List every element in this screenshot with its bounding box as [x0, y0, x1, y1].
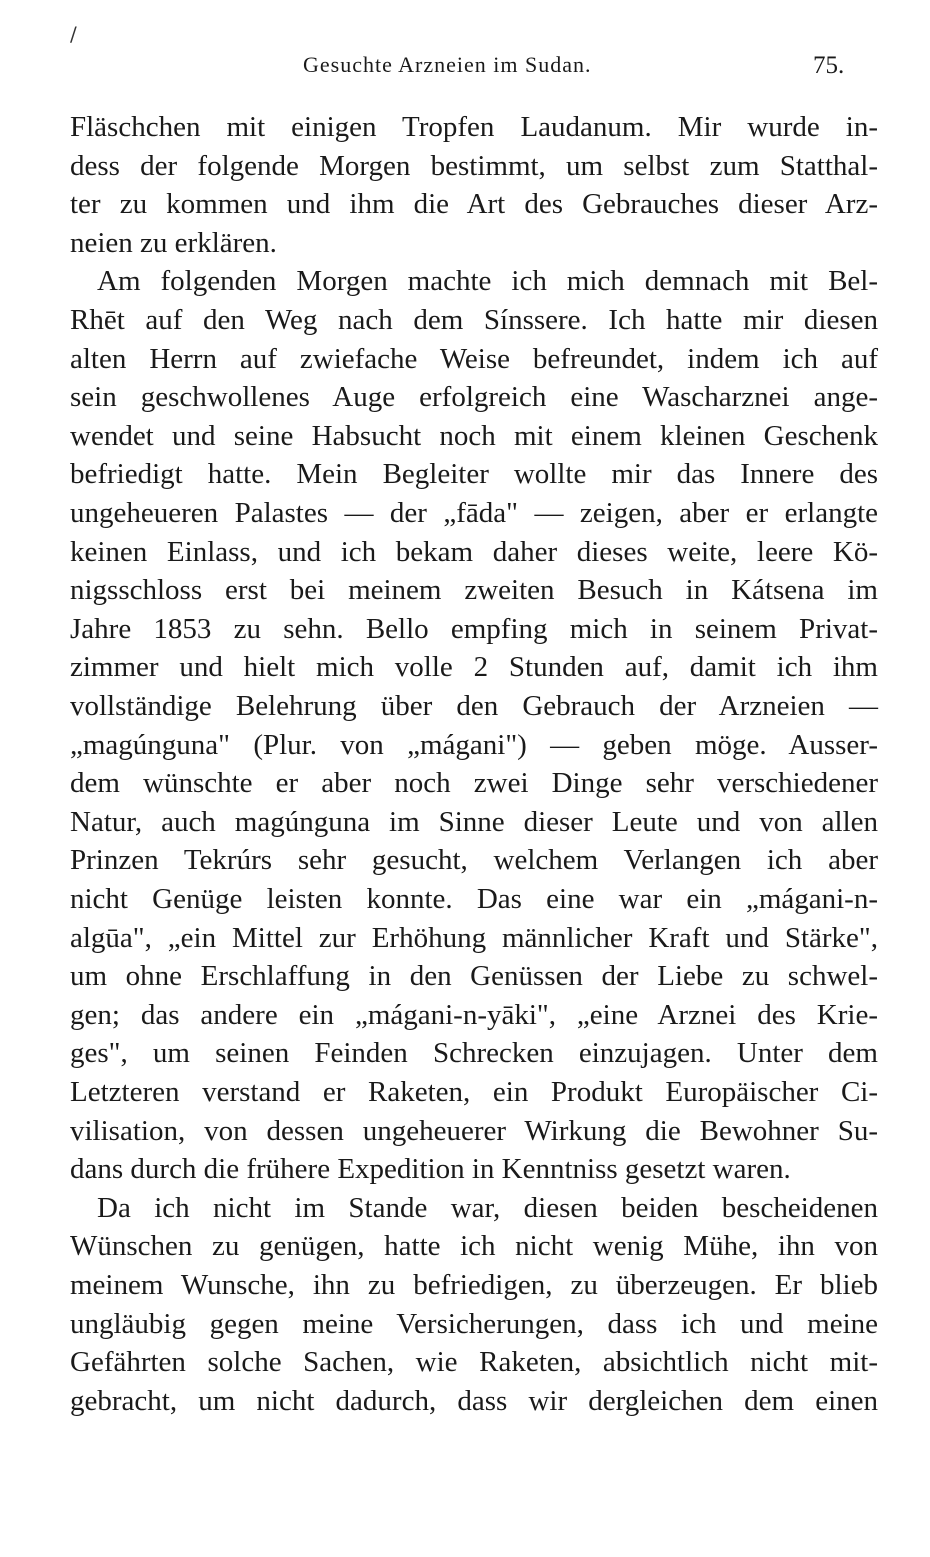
- text-line: algūa", „ein Mittel zur Erhöhung männlicher Kraft und Stärke",: [70, 921, 878, 954]
- text-line: alten Herrn auf zwiefache Weise befreundet, indem ich auf: [70, 342, 878, 375]
- corner-mark: /: [70, 22, 77, 46]
- text-line: ungeheueren Palastes — der „fāda" — zeigen, aber er erlangte: [70, 497, 878, 529]
- text-line: zimmer und hielt mich volle 2 Stunden auf, damit ich ihm: [70, 651, 878, 684]
- text-line: Gefährten solche Sachen, wie Raketen, absichtlich nicht mit-: [70, 1346, 878, 1379]
- text-line: meinem Wunsche, ihn zu befriedigen, zu überzeugen. Er blieb: [70, 1269, 878, 1301]
- page-number: 75.: [813, 52, 845, 79]
- text-line: vollständige Belehrung über den Gebrauch der Arzneien —: [70, 690, 878, 722]
- text-line: dem wünschte er aber noch zwei Dinge sehr verschiedener: [70, 767, 878, 800]
- text-line: Letzteren verstand er Raketen, ein Produkt Europäischer Ci-: [70, 1076, 878, 1108]
- text-line: Natur, auch magúnguna im Sinne dieser Leute und von allen: [70, 805, 878, 838]
- text-line: gen; das andere ein „mágani-n-yāki", „eine Arznei des Krie-: [70, 998, 878, 1031]
- text-line: neien zu erklären.: [70, 226, 277, 259]
- text-line: befriedigt hatte. Mein Begleiter wollte mir das Innere des: [70, 458, 878, 491]
- text-line: gebracht, um nicht dadurch, dass wir dergleichen dem einen: [70, 1384, 878, 1417]
- text-line: Jahre 1853 zu sehn. Bello empfing mich in seinem Privat-: [70, 612, 878, 645]
- text-line: wendet und seine Habsucht noch mit einem kleinen Geschenk: [70, 419, 878, 452]
- text-line: ges", um seinen Feinden Schrecken einzujagen. Unter dem: [70, 1037, 878, 1070]
- text-line: Da ich nicht im Stande war, diesen beiden bescheidenen: [97, 1191, 878, 1224]
- text-line: ungläubig gegen meine Versicherungen, dass ich und meine: [70, 1307, 878, 1340]
- text-line: Am folgenden Morgen machte ich mich demnach mit Bel-: [97, 265, 878, 298]
- text-line: „magúnguna" (Plur. von „mágani") — geben möge. Ausser-: [70, 728, 878, 761]
- text-line: nicht Genüge leisten konnte. Das eine war ein „mágani-n-: [70, 883, 878, 915]
- text-line: dess der folgende Morgen bestimmt, um selbst zum Statthal-: [70, 149, 878, 182]
- text-line: Prinzen Tekrúrs sehr gesucht, welchem Verlangen ich aber: [70, 844, 878, 877]
- text-line: Fläschchen mit einigen Tropfen Laudanum. Mir wurde in-: [70, 111, 878, 143]
- text-line: Rhēt auf den Weg nach dem Sínssere. Ich hatte mir diesen: [70, 304, 878, 336]
- text-line: ter zu kommen und ihm die Art des Gebrauches dieser Arz-: [70, 188, 878, 221]
- text-line: keinen Einlass, und ich bekam daher dieses weite, leere Kö-: [70, 535, 878, 568]
- text-line: nigsschloss erst bei meinem zweiten Besuch in Kátsena im: [70, 574, 878, 607]
- running-header: [0, 52, 930, 92]
- text-line: sein geschwollenes Auge erfolgreich eine Wascharznei ange-: [70, 381, 878, 414]
- text-line: vilisation, von dessen ungeheuerer Wirkung die Bewohner Su-: [70, 1114, 878, 1147]
- text-line: Wünschen zu genügen, hatte ich nicht wenig Mühe, ihn von: [70, 1230, 878, 1263]
- text-line: dans durch die frühere Expedition in Kenntniss gesetzt waren.: [70, 1153, 791, 1186]
- running-title: Gesuchte Arzneien im Sudan.: [303, 52, 592, 77]
- text-line: um ohne Erschlaffung in den Genüssen der Liebe zu schwel-: [70, 960, 878, 993]
